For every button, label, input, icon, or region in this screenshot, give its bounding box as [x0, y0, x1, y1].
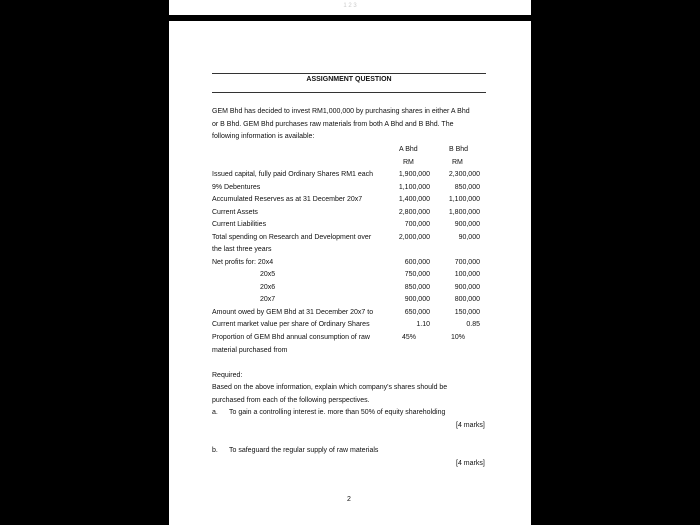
required-line-2: purchased from each of the following perspectives.: [212, 397, 370, 404]
row-value-b: 2,300,000: [448, 171, 480, 178]
row-value-a: 700,000: [404, 221, 430, 228]
row-value-b: 10%: [451, 334, 466, 341]
document-page: [169, 21, 531, 525]
row-value-b: 1,800,000: [448, 209, 480, 216]
row-label: 20x6: [260, 284, 276, 291]
row-label: 20x5: [260, 271, 276, 278]
question-marks-b: [4 marks]: [456, 460, 485, 467]
row-label: the last three years: [212, 246, 272, 253]
question-letter-a: a.: [212, 409, 218, 416]
title-rule-bottom: [212, 92, 486, 93]
row-value-b: 0.85: [466, 321, 480, 328]
row-label: 20x7: [260, 296, 276, 303]
row-label: Accumulated Reserves as at 31 December 20x7: [212, 196, 363, 203]
row-value-a: 850,000: [404, 284, 430, 291]
column-unit-b: RM: [452, 159, 463, 166]
row-value-a: 1,100,000: [398, 184, 430, 191]
column-unit-a: RM: [403, 159, 414, 166]
intro-line-1: GEM Bhd has decided to invest RM1,000,000 by purchasing shares in either A Bhd: [212, 108, 470, 115]
row-value-b: 150,000: [454, 309, 480, 316]
row-value-b: 90,000: [458, 234, 480, 241]
row-value-a: 750,000: [404, 271, 430, 278]
row-value-b: 1,100,000: [448, 196, 480, 203]
row-value-b: 700,000: [454, 259, 480, 266]
page-title: ASSIGNMENT QUESTION: [306, 76, 392, 83]
row-value-a: 2,000,000: [398, 234, 430, 241]
required-heading: Required:: [212, 372, 243, 379]
row-value-a: 1.10: [416, 321, 430, 328]
question-text-b: To safeguard the regular supply of raw materials: [229, 447, 379, 454]
previous-page-bottom: [169, 0, 531, 15]
intro-line-3: following information is available:: [212, 133, 315, 140]
row-value-b: 100,000: [454, 271, 480, 278]
page-number: 2: [347, 496, 351, 503]
row-label: Current Assets: [212, 209, 258, 216]
title-rule-top: [212, 73, 486, 74]
row-label: Current market value per share of Ordinary Shares: [212, 321, 370, 328]
column-header-a: A Bhd: [399, 146, 418, 153]
row-value-a: 650,000: [404, 309, 430, 316]
question-marks-a: [4 marks]: [456, 422, 485, 429]
row-label: material purchased from: [212, 347, 288, 354]
row-value-a: 1,400,000: [398, 196, 430, 203]
row-value-b: 800,000: [454, 296, 480, 303]
row-label: Net profits for: 20x4: [212, 259, 274, 266]
row-value-b: 900,000: [454, 221, 480, 228]
row-label: Amount owed by GEM Bhd at 31 December 20x7 to: [212, 309, 374, 316]
required-line-1: Based on the above information, explain which company's shares should be: [212, 384, 448, 391]
row-value-a: 900,000: [404, 296, 430, 303]
row-label: 9% Debentures: [212, 184, 261, 191]
row-value-b: 900,000: [454, 284, 480, 291]
row-value-a: 1,900,000: [398, 171, 430, 178]
row-value-a: 600,000: [404, 259, 430, 266]
row-value-a: 2,800,000: [398, 209, 430, 216]
intro-line-2: or B Bhd. GEM Bhd purchases raw materials from both A Bhd and B Bhd. The: [212, 121, 454, 128]
question-text-a: To gain a controlling interest ie. more than 50% of equity shareholding: [229, 409, 446, 416]
row-label: Issued capital, fully paid Ordinary Shares RM1 each: [212, 171, 374, 178]
row-value-b: 850,000: [454, 184, 480, 191]
row-label: Proportion of GEM Bhd annual consumption of raw: [212, 334, 370, 341]
previous-page-number: 1 2 3: [343, 3, 357, 9]
row-value-a: 45%: [402, 334, 417, 341]
column-header-b: B Bhd: [449, 146, 469, 153]
question-letter-b: b.: [212, 447, 218, 454]
row-label: Current Liabilities: [212, 221, 267, 228]
row-label: Total spending on Research and Development over: [212, 234, 372, 241]
